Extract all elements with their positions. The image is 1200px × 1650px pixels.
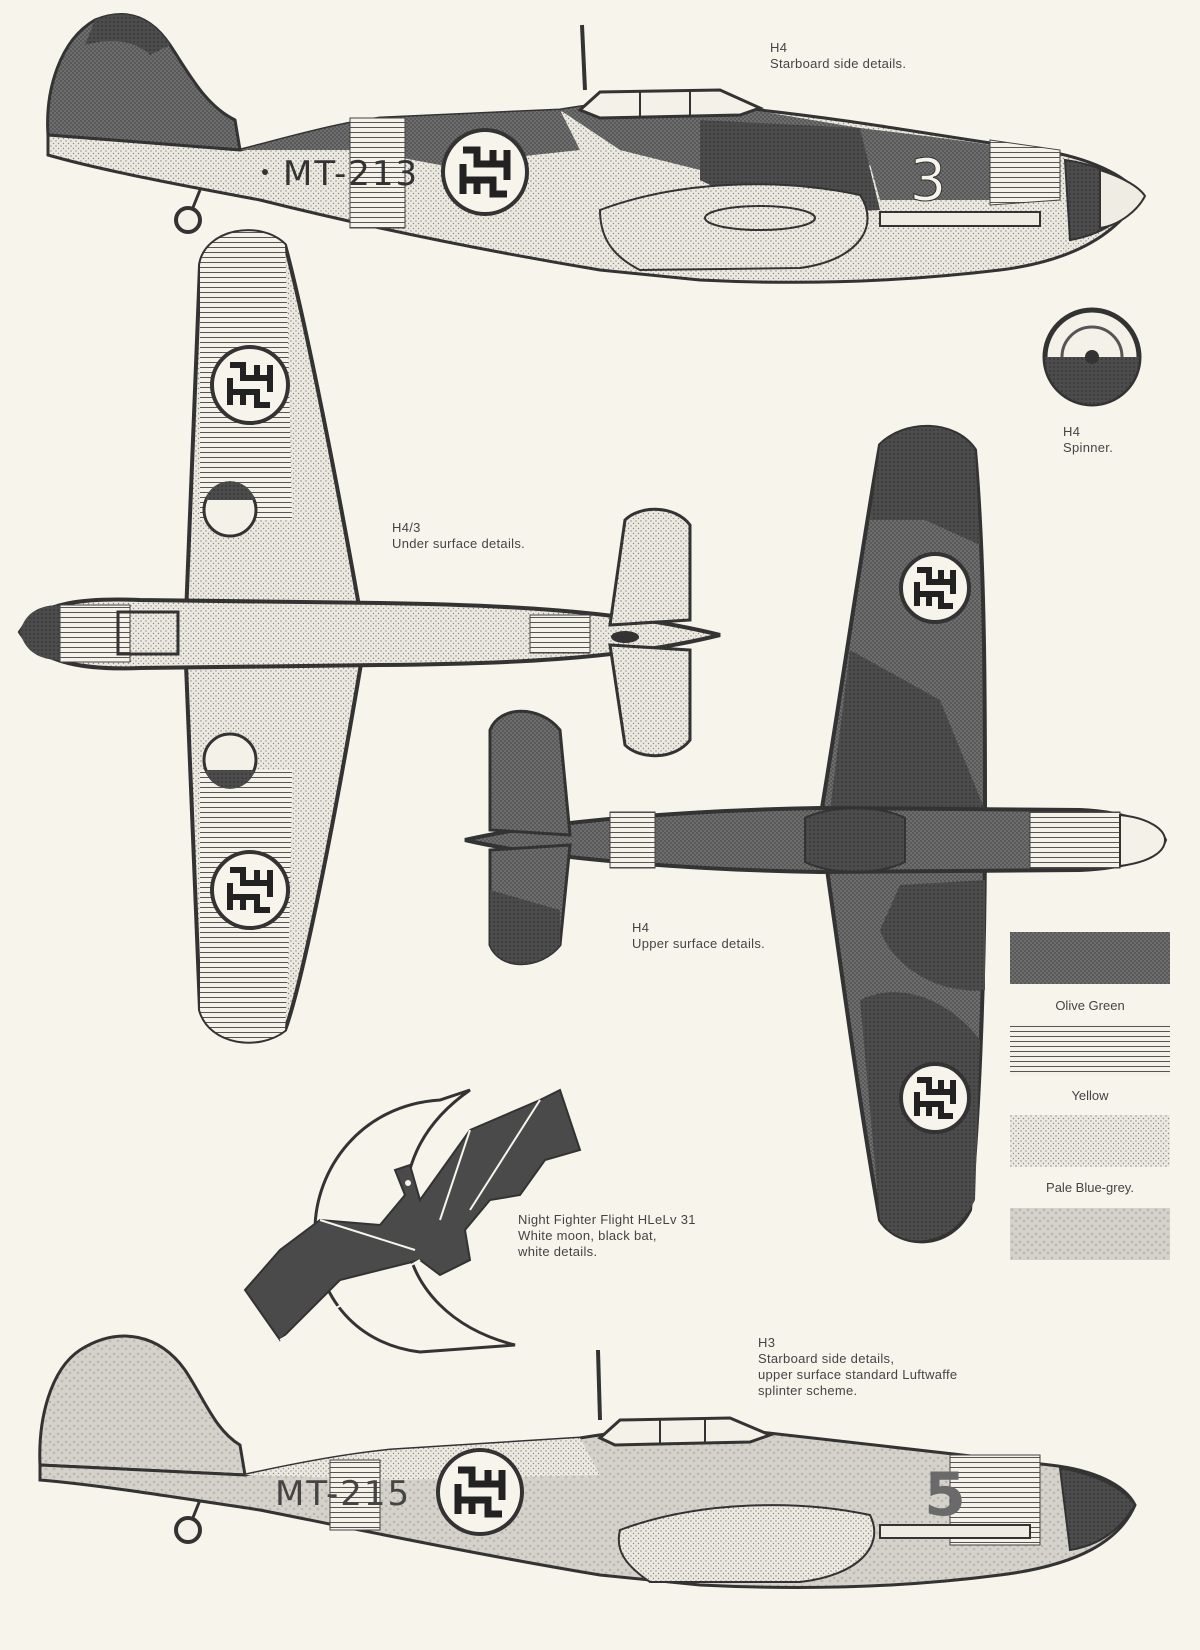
h3-tailwheel (176, 1518, 200, 1542)
h43-roundel-lower (212, 852, 288, 928)
h3-side-profile (40, 1336, 1135, 1587)
caption-h3-line4: splinter scheme. (758, 1383, 858, 1398)
legend-swatch-mottle (1010, 1208, 1170, 1260)
spinner-detail (1045, 310, 1139, 404)
caption-spinner-variant: H4 (1063, 424, 1081, 439)
caption-h4-upper-variant: H4 (632, 920, 650, 935)
caption-h3-side (758, 1335, 957, 1399)
legend-label-olive: Olive Green (1055, 998, 1125, 1013)
h3-tail-fin (40, 1336, 245, 1475)
caption-h4-side-desc: Starboard side details. (770, 56, 907, 71)
h4-upper-roundel-bottom (901, 1064, 969, 1132)
caption-h3-line3: upper surface standard Luftwaffe (758, 1367, 958, 1382)
caption-h4-upper-desc: Upper surface details. (632, 936, 766, 951)
h4-code-letters: MT-213 (283, 154, 420, 194)
h43-under-surface (20, 231, 720, 1042)
legend-label-blue-grey: Pale Blue-grey. (1046, 1180, 1134, 1195)
caption-bat-line2: White moon, black bat, (518, 1228, 657, 1243)
h4-canopy (580, 90, 760, 118)
caption-h4-upper (632, 920, 765, 952)
legend-label-yellow: Yellow (1071, 1088, 1109, 1103)
h3-individual-number: 5 (924, 1460, 966, 1530)
caption-h43-desc: Under surface details. (392, 536, 526, 551)
caption-h4-side-variant: H4 (770, 40, 788, 55)
caption-bat-line3: white details. (518, 1244, 598, 1259)
caption-spinner-desc: Spinner. (1063, 440, 1114, 455)
h4-upper-roundel-top (901, 554, 969, 622)
legend-swatch-blue-grey (1010, 1115, 1170, 1167)
caption-bat-line1: Night Fighter Flight HLeLv 31 (518, 1212, 696, 1227)
caption-bat-emblem (518, 1212, 696, 1260)
h4-side-roundel (443, 130, 527, 214)
h4-tailwheel (176, 208, 200, 232)
h4-individual-number: 3 (909, 146, 947, 214)
legend-swatch-yellow (1010, 1024, 1170, 1076)
h43-roundel-upper (212, 347, 288, 423)
legend-swatch-olive (1010, 932, 1170, 984)
caption-spinner (1063, 424, 1113, 456)
caption-h3-variant: H3 (758, 1335, 776, 1350)
h3-canopy (600, 1418, 770, 1445)
caption-h43-under (392, 520, 525, 552)
h3-side-roundel (438, 1450, 522, 1534)
h3-code-letters: MT-215 (275, 1474, 412, 1514)
caption-h43-variant: H4/3 (392, 520, 421, 535)
caption-h4-side (770, 40, 906, 72)
caption-h3-line2: Starboard side details, (758, 1351, 895, 1366)
